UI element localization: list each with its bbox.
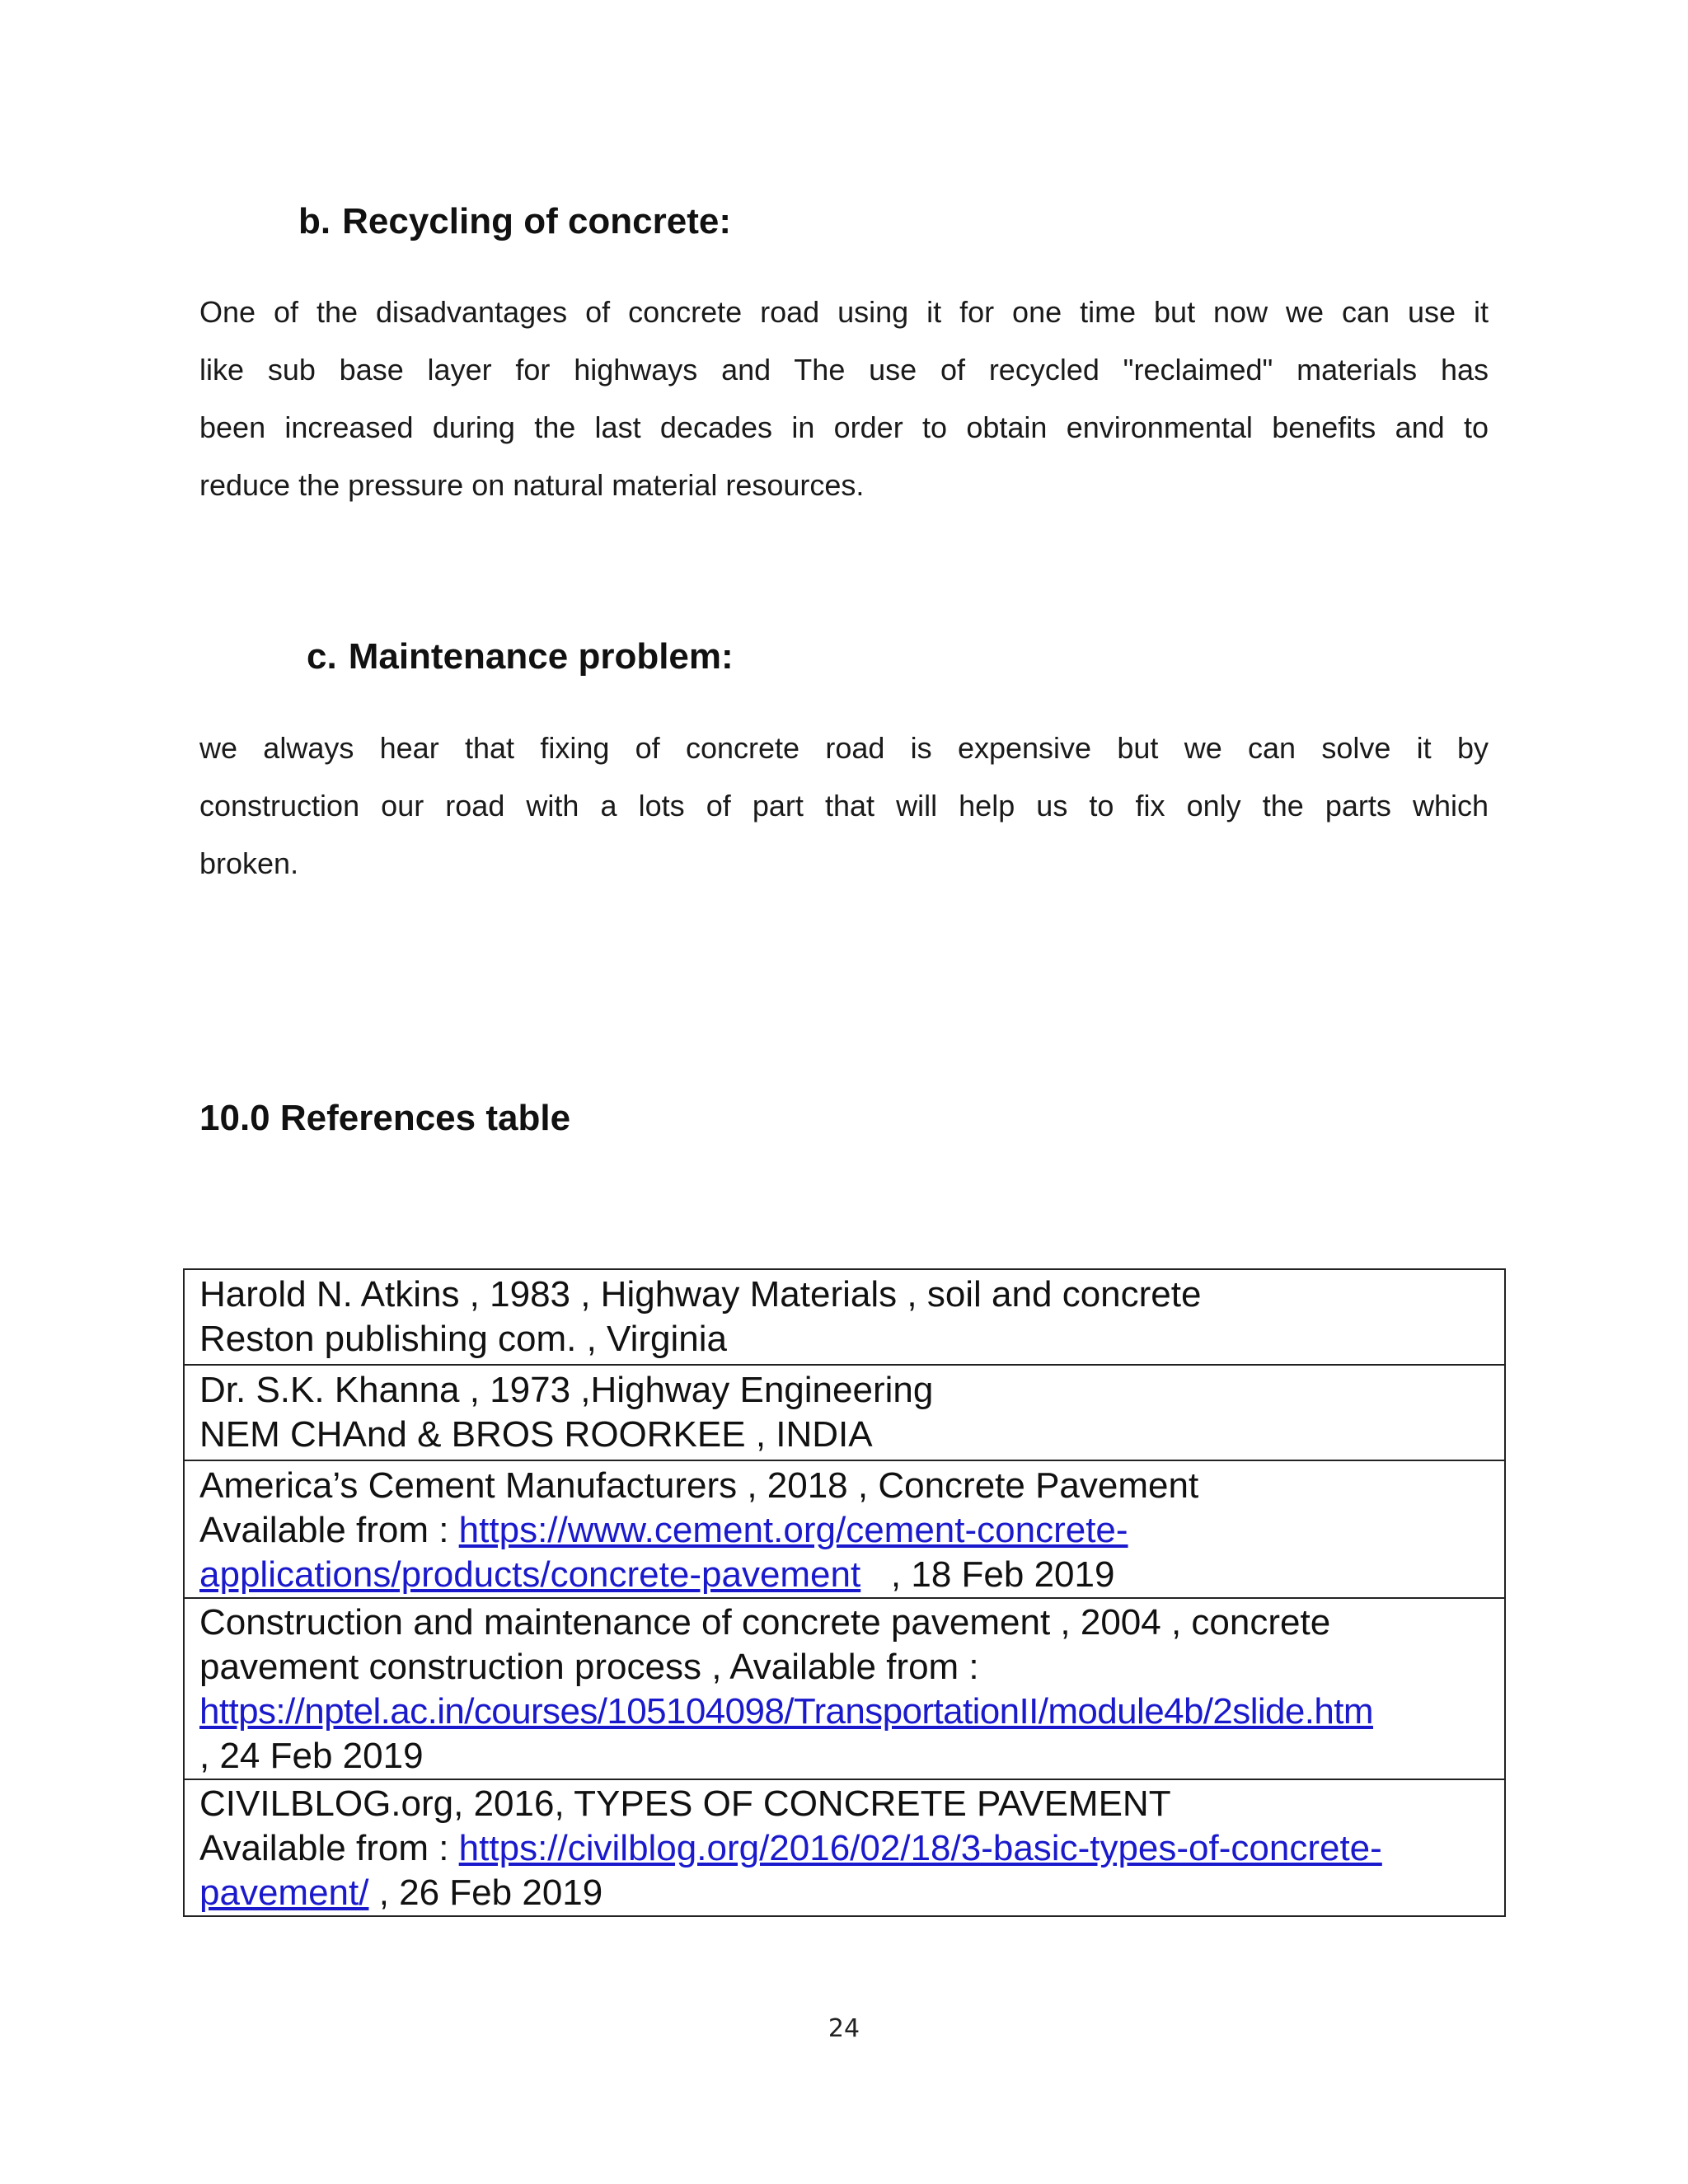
reference-cell: [184, 1598, 1505, 1779]
page-number: 24: [828, 2014, 860, 2043]
paragraph-line: broken.: [199, 846, 299, 880]
paragraph-line: like sub base layer for highways and The use of recycled "reclaimed" materials has: [199, 353, 1489, 387]
reference-cell: [184, 1779, 1505, 1916]
reference-date: , 18 Feb 2019: [860, 1554, 1115, 1595]
reference-text: NEM CHAnd & BROS ROORKEE , INDIA: [199, 1414, 873, 1455]
section-paragraph-maintenance: [199, 719, 1489, 893]
reference-text: Dr. S.K. Khanna , 1973 ,Highway Engineering: [199, 1370, 934, 1410]
reference-text: pavement construction process , Available from :: [199, 1647, 979, 1687]
reference-text: America’s Cement Manufacturers , 2018 , Concrete Pavement: [199, 1465, 1199, 1506]
reference-link[interactable]: https://civilblog.org/2016/02/18/3-basic-types-of-concrete-: [458, 1828, 1382, 1868]
paragraph-line: reduce the pressure on natural material resources.: [199, 468, 865, 502]
reference-text: CIVILBLOG.org, 2016, TYPES OF CONCRETE PAVEMENT: [199, 1783, 1171, 1824]
reference-text: Harold N. Atkins , 1983 , Highway Materials , soil and concrete: [199, 1274, 1202, 1315]
references-table: [183, 1268, 1506, 1917]
reference-date: , 26 Feb 2019: [368, 1872, 603, 1913]
reference-text: [199, 1871, 1493, 1915]
paragraph-line: construction our road with a lots of part that will help us to fix only the parts which: [199, 789, 1489, 823]
reference-text: [199, 1690, 1493, 1734]
section-title: Maintenance problem:: [348, 636, 734, 677]
table-row: [184, 1460, 1505, 1598]
reference-date: , 24 Feb 2019: [199, 1736, 424, 1776]
section-paragraph-recycling: [199, 284, 1489, 514]
reference-cell: [184, 1365, 1505, 1460]
reference-link[interactable]: pavement/: [199, 1872, 369, 1913]
reference-cell: [184, 1460, 1505, 1598]
references-heading: 10.0 References table: [199, 1098, 571, 1138]
reference-text: [199, 1553, 1493, 1597]
section-heading-maintenance: [307, 635, 734, 678]
table-row: [184, 1779, 1505, 1916]
reference-cell: [184, 1269, 1505, 1365]
section-marker: c.: [307, 636, 337, 677]
reference-link[interactable]: https://www.cement.org/cement-concrete-: [458, 1510, 1128, 1550]
reference-text: Construction and maintenance of concrete pavement , 2004 , concrete: [199, 1602, 1331, 1643]
reference-link[interactable]: https://nptel.ac.in/courses/105104098/TransportationII/module4b/2slide.htm: [199, 1691, 1373, 1732]
section-heading-recycling: [298, 200, 731, 243]
table-row: [184, 1365, 1505, 1460]
section-marker: b.: [298, 201, 331, 241]
reference-text: [199, 1826, 1493, 1871]
paragraph-line: One of the disadvantages of concrete road using it for one time but now we can use it: [199, 295, 1489, 329]
reference-link[interactable]: applications/products/concrete-pavement: [199, 1554, 861, 1595]
reference-text: Reston publishing com. , Virginia: [199, 1319, 727, 1359]
paragraph-line: we always hear that fixing of concrete road is expensive but we can solve it by: [199, 731, 1489, 765]
table-row: [184, 1269, 1505, 1365]
paragraph-line: been increased during the last decades in order to obtain environmental benefits and to: [199, 410, 1489, 444]
table-row: [184, 1598, 1505, 1779]
section-title: Recycling of concrete:: [342, 201, 732, 241]
reference-text: [199, 1508, 1493, 1553]
reference-prefix: Available from :: [199, 1510, 459, 1550]
reference-prefix: Available from :: [199, 1828, 459, 1868]
